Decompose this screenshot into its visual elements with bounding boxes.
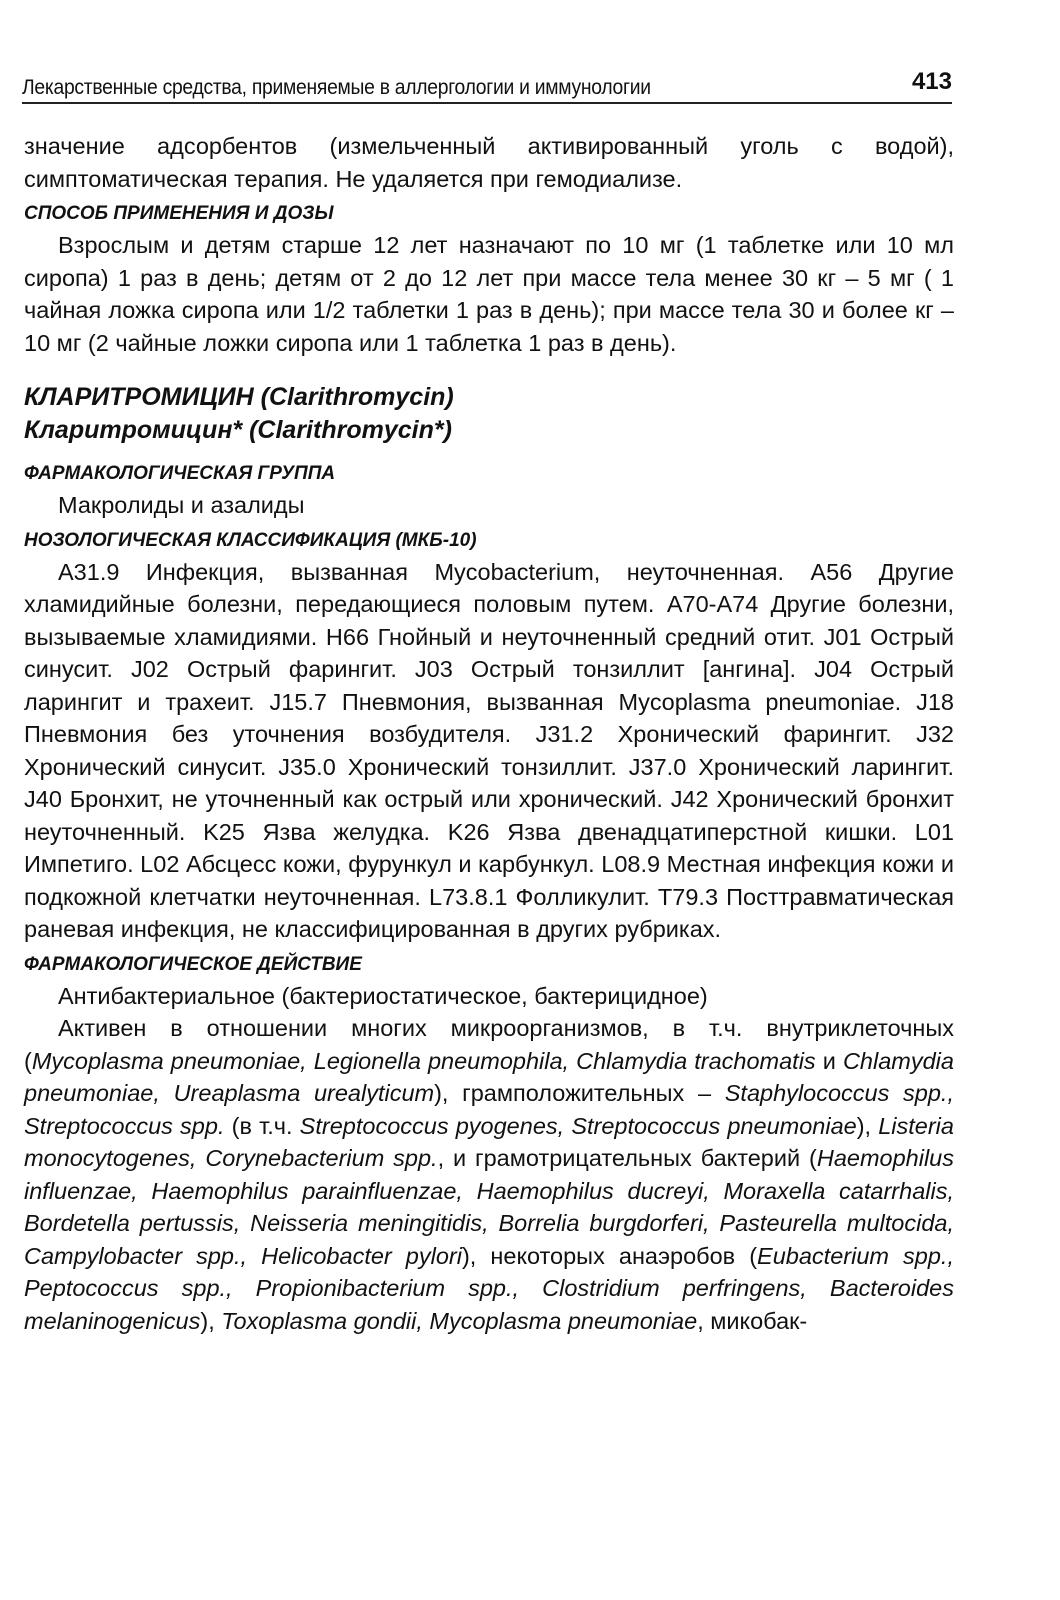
- running-header: [22, 66, 952, 104]
- activity-segment: , микобак-: [697, 1307, 808, 1334]
- activity-segment-latin: Chlamydia pneumoniae, Ureaplasma urealyticum: [24, 1047, 954, 1106]
- drug-title-primary: КЛАРИТРОМИЦИН (Clarithromycin): [24, 383, 454, 411]
- activity-segment: ),: [200, 1307, 222, 1334]
- running-header-title: Лекарственные средства, применяемые в аллергологии и иммунологии: [22, 76, 651, 99]
- activity-segment-latin: Eubacterium spp., Peptococcus spp., Propionibacterium spp., Clostridium perfringens, Bacteroides melaninogenicus: [24, 1242, 954, 1334]
- activity-segment: (в т.ч.: [224, 1112, 300, 1139]
- pharm-group-heading: ФАРМАКОЛОГИЧЕСКАЯ ГРУППА: [24, 463, 336, 484]
- activity-segment: , и грамотрицательных бактерий (: [437, 1145, 817, 1171]
- activity-segment-latin: Toxoplasma gondii, Mycoplasma pneumoniae: [221, 1307, 698, 1334]
- nosology-heading: НОЗОЛОГИЧЕСКАЯ КЛАССИФИКАЦИЯ (МКБ-10): [24, 529, 477, 551]
- activity-segment: и: [815, 1047, 843, 1074]
- nosology-paragraph: A31.9 Инфекция, вызванная Mycobacterium, неуточненная. A56 Другие хламидийные болезни, передающиеся половым путем. A70-A74 Другие болезни, вызываемые хламидиями. H66 Гнойный и неуточненный средний отит. J01 Острый синусит. J02 Острый фарингит. J03 Острый тонзиллит [ангина]. J04 Острый ларингит и трахеит. J15.7 Пневмония, вызванная Mycoplasma pneumoniae. J18 Пневмония без уточнения возбудителя. J31.2 Хронический фарингит. J32 Хронический синусит. J35.0 Хронический тонзиллит. J37.0 Хронический ларингит. J40 Бронхит, не уточненный как острый или хронический. J42 Хронический бронхит неуточненный. K25 Язва желудка. K26 Язва двенадцатиперстной кишки. L01 Импетиго. L02 Абсцесс кожи, фурункул и карбункул. L08.9 Местная инфекция кожи и подкожной клетчатки неуточненная. L73.8.1 Фолликулит. T79.3 Посттравматическая раневая инфекция, не классифицированная в других рубриках.: [24, 558, 954, 942]
- pharm-group-text: Макролиды и азалиды: [58, 492, 305, 518]
- page-number: 413: [911, 68, 952, 95]
- activity-segment: ), некоторых анаэробов (: [461, 1242, 758, 1269]
- activity-segment: ), грамположительных –: [434, 1080, 725, 1106]
- pharm-action-heading: ФАРМАКОЛОГИЧЕСКОЕ ДЕЙСТВИЕ: [24, 953, 362, 975]
- drug-title-secondary: Кларитромицин* (Clarithromycin*): [24, 416, 452, 444]
- dosage-heading: СПОСОБ ПРИМЕНЕНИЯ И ДОЗЫ: [24, 203, 334, 224]
- activity-segment-latin: Listeria monocytogenes, Corynebacterium spp.: [24, 1112, 954, 1171]
- intro-paragraph: значение адсорбентов (измельченный активированный уголь с водой), симптоматическая терапия. Не удаляется при гемодиализе.: [24, 133, 954, 192]
- activity-segment-latin: Haemophilus influenzae, Haemophilus parainfluenzae, Haemophilus ducreyi, Moraxella catarrhalis, Bordetella pertussis, Neisseria meningitidis, Borrelia burgdorferi, Pasteurella multocida, Campylobacter spp., Helicobacter pylori: [24, 1145, 954, 1269]
- activity-segment-latin: Mycoplasma pneumoniae, Legionella pneumophila, Chlamydia trachomatis: [31, 1047, 816, 1074]
- activity-segment: Активен в отношении многих микроорганизмов, в т.ч. внутриклеточных (: [24, 1015, 954, 1074]
- activity-segment: ),: [856, 1112, 879, 1139]
- activity-paragraph: [24, 1012, 954, 1337]
- dosage-paragraph: Взрослым и детям старше 12 лет назначают по 10 мг (1 таблетке или 10 мл сиропа) 1 раз в день; детям от 2 до 12 лет при массе тела менее 30 кг – 5 мг ( 1 чайная ложка сиропа или 1/2 таблетки 1 раз в день); при массе тела 30 и более кг – 10 мг (2 чайные ложки сиропа или 1 таблетка 1 раз в день).: [24, 232, 954, 356]
- pharm-action-summary: Антибактериальное (бактериостатическое, бактерицидное): [58, 982, 708, 1009]
- page-body: [24, 130, 954, 1337]
- activity-segment-latin: Staphylococcus spp., Streptococcus spp.: [24, 1080, 954, 1139]
- activity-segment-latin: Streptococcus pyogenes, Streptococcus pneumoniae: [299, 1112, 857, 1139]
